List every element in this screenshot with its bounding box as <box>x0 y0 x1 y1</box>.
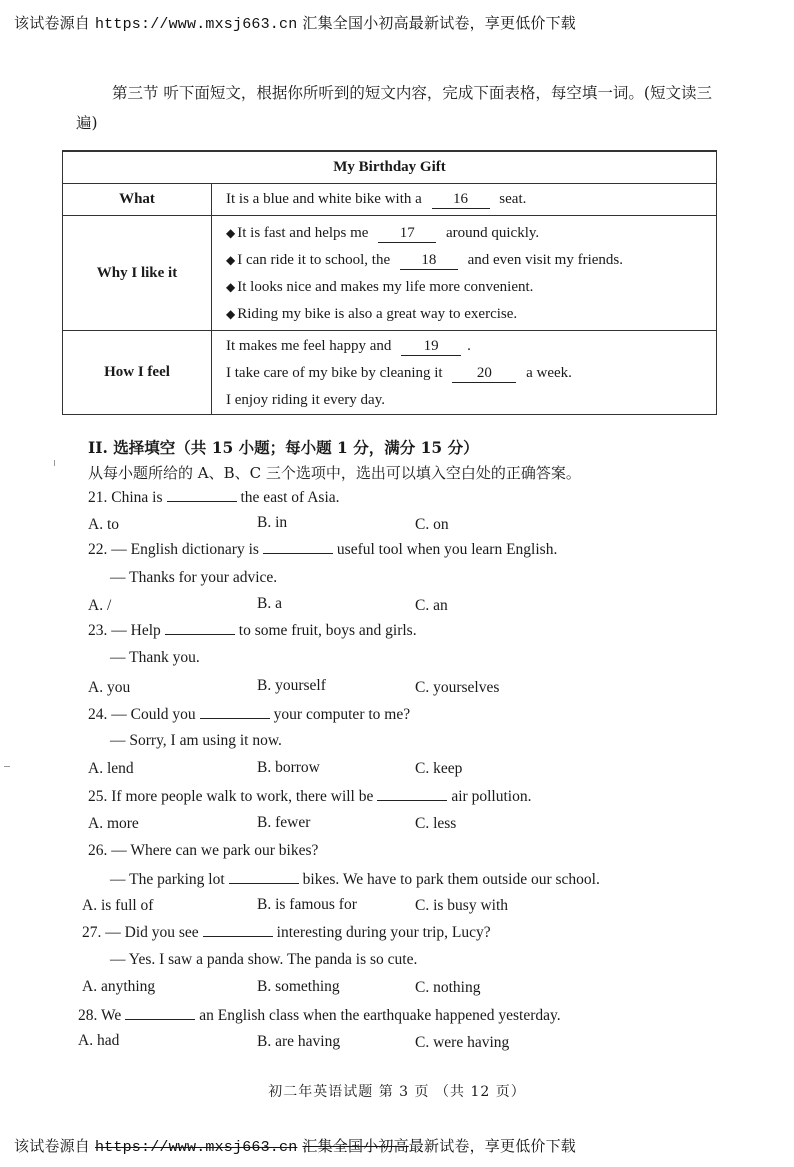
q26-reply <box>110 869 600 890</box>
q23-option-a[interactable]: A. you <box>88 679 131 696</box>
blank-20: 20 <box>452 364 516 383</box>
scan-speck <box>54 460 55 466</box>
q22-option-c[interactable]: C. an <box>415 597 448 614</box>
banner-suffix: 汇集全国小初高最新试卷，享更低价下载 <box>302 14 576 32</box>
row-why-content <box>212 216 717 331</box>
feel-l3: I enjoy riding it every day. <box>226 392 385 408</box>
banner-prefix: 该试卷源自 <box>14 14 91 32</box>
banner-strike-text: 汇集全国小初高 <box>302 1137 409 1155</box>
feel-l2-post: a week. <box>526 365 572 381</box>
q23-option-b[interactable]: B. yourself <box>257 677 326 694</box>
why-l1-pre: It is fast and helps me <box>237 225 369 241</box>
answer-blank <box>125 1005 195 1020</box>
q22-reply: — Thanks for your advice. <box>110 569 278 586</box>
table-title: My Birthday Gift <box>63 151 717 184</box>
q28-option-a[interactable]: A. had <box>78 1032 120 1049</box>
q22-stem-end: useful tool when you learn English. <box>336 541 558 558</box>
bullet-diamond-icon: ◆ <box>226 280 236 294</box>
q28-stem-end: an English class when the earthquake happened yesterday. <box>199 1007 561 1024</box>
row-what-content <box>212 184 717 216</box>
q28-option-b[interactable]: B. are having <box>257 1033 341 1050</box>
banner-url[interactable]: https://www.mxsj663.cn <box>94 16 298 33</box>
why-l3: It looks nice and makes my life more convenient. <box>237 279 534 295</box>
blank-19: 19 <box>401 337 461 356</box>
q21-option-c[interactable]: C. on <box>415 516 449 533</box>
what-text-post: seat. <box>499 191 527 207</box>
q23-stem: 23. — Help <box>88 622 161 639</box>
answer-blank <box>263 539 333 554</box>
row-feel-content <box>212 331 717 415</box>
q27-reply: — Yes. I saw a panda show. The panda is so cute. <box>110 951 418 968</box>
q27-stem-end: interesting during your trip, Lucy? <box>276 924 491 941</box>
answer-blank <box>165 620 235 635</box>
question-23 <box>88 620 417 641</box>
answer-blank <box>167 487 237 502</box>
q28-stem: 28. We <box>78 1007 122 1024</box>
q21-stem: 21. China is <box>88 489 163 506</box>
q28-option-c[interactable]: C. were having <box>415 1034 510 1051</box>
blank-18: 18 <box>400 251 458 270</box>
q26-option-c[interactable]: C. is busy with <box>415 897 509 914</box>
q24-option-c[interactable]: C. keep <box>415 760 463 777</box>
q21-stem-end: the east of Asia. <box>240 489 340 506</box>
question-27 <box>82 922 491 943</box>
q27-option-a[interactable]: A. anything <box>82 978 156 995</box>
question-21 <box>88 487 340 508</box>
question-24 <box>88 704 410 725</box>
row-label-feel: How I feel <box>63 331 212 415</box>
answer-blank <box>229 869 299 884</box>
question-26: 26. — Where can we park our bikes? <box>88 842 319 859</box>
section2-instruction: 从每小题所给的 A、B、C 三个选项中，选出可以填入空白处的正确答案。 <box>88 464 581 482</box>
q26-option-b[interactable]: B. is famous for <box>257 896 357 913</box>
q23-option-c[interactable]: C. yourselves <box>415 679 500 696</box>
q25-stem: 25. If more people walk to work, there will be <box>88 788 374 805</box>
q27-option-c[interactable]: C. nothing <box>415 979 481 996</box>
feel-l2-pre: I take care of my bike by cleaning it <box>226 365 443 381</box>
q26-reply-end: bikes. We have to park them outside our school. <box>302 871 600 888</box>
q21-option-a[interactable]: A. to <box>88 516 119 533</box>
what-text-pre: It is a blue and white bike with a <box>226 191 422 207</box>
row-label-what: What <box>63 184 212 216</box>
bullet-diamond-icon: ◆ <box>226 226 236 240</box>
bullet-diamond-icon: ◆ <box>226 307 236 321</box>
bullet-diamond-icon: ◆ <box>226 253 236 267</box>
q25-option-a[interactable]: A. more <box>88 815 139 832</box>
banner-url[interactable]: https://www.mxsj663.cn <box>94 1139 298 1156</box>
q24-stem: 24. — Could you <box>88 706 196 723</box>
source-banner-bottom <box>14 1135 576 1156</box>
q22-option-a[interactable]: A. / <box>88 597 112 614</box>
source-banner-top <box>14 12 576 33</box>
banner-suffix: 最新试卷，享更低价下载 <box>408 1137 576 1155</box>
blank-16: 16 <box>432 190 490 209</box>
question-22 <box>88 539 557 560</box>
q25-stem-end: air pollution. <box>451 788 532 805</box>
q24-option-b[interactable]: B. borrow <box>257 759 320 776</box>
q26-reply-start: — The parking lot <box>110 871 225 888</box>
answer-blank <box>203 922 273 937</box>
birthday-gift-table <box>62 150 717 415</box>
why-l1-post: around quickly. <box>445 225 540 241</box>
q27-option-b[interactable]: B. something <box>257 978 340 995</box>
why-l4: Riding my bike is also a great way to exercise. <box>237 306 518 322</box>
blank-17: 17 <box>378 224 436 243</box>
q22-stem: 22. — English dictionary is <box>88 541 259 558</box>
banner-prefix: 该试卷源自 <box>14 1137 91 1155</box>
section2-heading: II. 选择填空（共 15 小题；每小题 1 分，满分 15 分） <box>88 438 479 457</box>
q24-reply: — Sorry, I am using it now. <box>110 732 282 749</box>
q25-option-c[interactable]: C. less <box>415 815 457 832</box>
question-25 <box>88 786 531 807</box>
q26-option-a[interactable]: A. is full of <box>82 897 154 914</box>
scan-speck <box>4 766 10 767</box>
q27-stem: 27. — Did you see <box>82 924 199 941</box>
q24-stem-end: your computer to me? <box>273 706 411 723</box>
section3-instruction: 第三节 听下面短文，根据你所听到的短文内容，完成下面表格，每空填一词。(短文读三遍) <box>76 84 712 132</box>
q24-option-a[interactable]: A. lend <box>88 760 134 777</box>
q25-option-b[interactable]: B. fewer <box>257 814 311 831</box>
q22-option-b[interactable]: B. a <box>257 595 282 612</box>
answer-blank <box>200 704 270 719</box>
q23-reply: — Thank you. <box>110 649 200 666</box>
question-28 <box>78 1005 561 1026</box>
feel-l1-pre: It makes me feel happy and <box>226 338 392 354</box>
row-label-why: Why I like it <box>63 216 212 331</box>
why-l2-post: and even visit my friends. <box>467 252 623 268</box>
why-l2-pre: I can ride it to school, the <box>237 252 391 268</box>
q21-option-b[interactable]: B. in <box>257 514 288 531</box>
answer-blank <box>377 786 447 801</box>
q23-stem-end: to some fruit, boys and girls. <box>238 622 417 639</box>
page-footer: 初二年英语试题 第 3 页 （共 12 页） <box>268 1084 526 1100</box>
feel-l1-post: . <box>467 338 471 354</box>
